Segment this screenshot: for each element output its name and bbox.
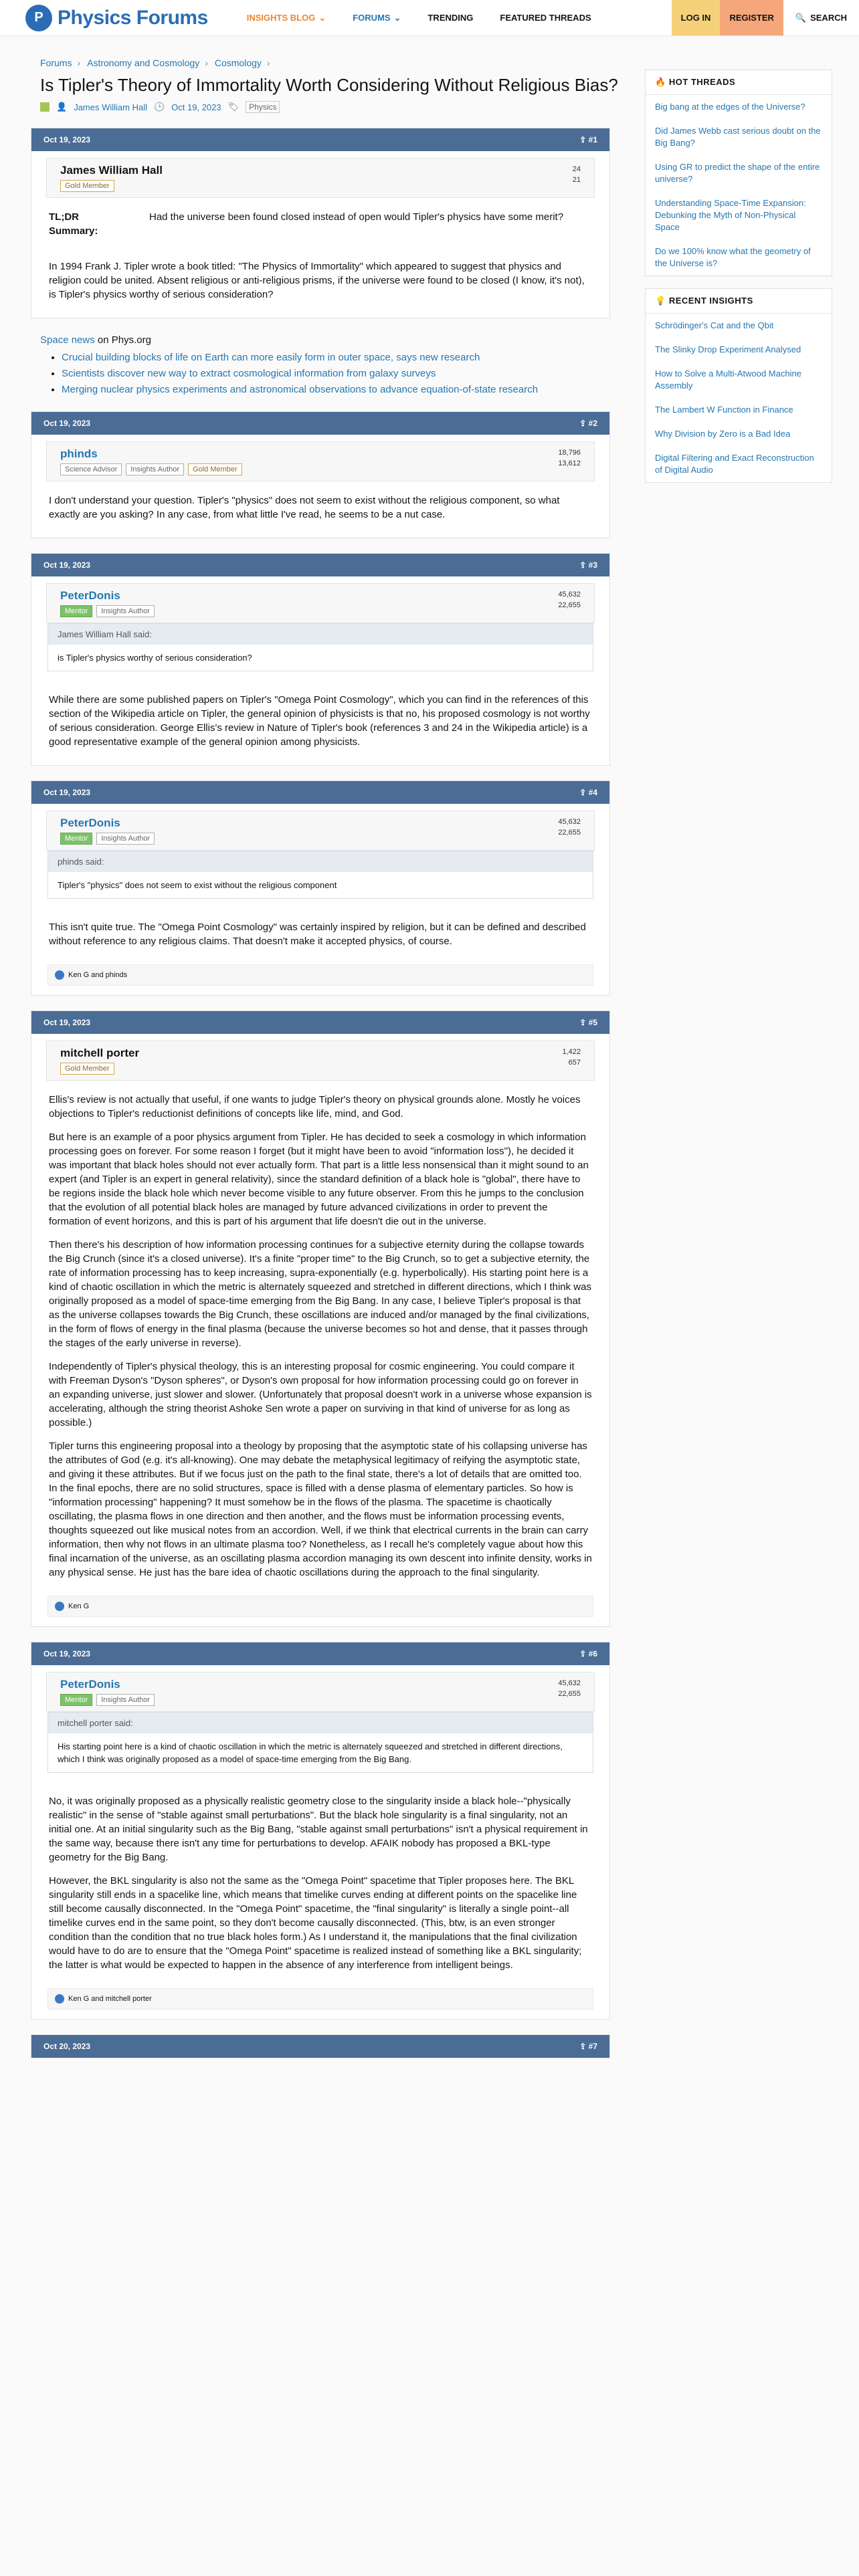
post — [31, 780, 610, 996]
space-news-list — [62, 351, 625, 397]
user-badges — [60, 605, 155, 617]
username[interactable]: PeterDonis — [60, 589, 120, 602]
post-user-block — [46, 811, 595, 851]
hot-thread-link[interactable]: Big bang at the edges of the Universe? — [655, 102, 805, 112]
username[interactable]: mitchell porter — [60, 1047, 140, 1059]
post-date[interactable]: Oct 19, 2023 — [43, 1649, 91, 1658]
sidebar — [645, 36, 832, 2058]
login-button[interactable]: LOG IN — [672, 0, 721, 35]
quote-text: Tipler's "physics" does not seem to exist without the religious component — [58, 880, 337, 890]
like-icon — [55, 1602, 64, 1611]
space-news-article-link[interactable]: Crucial building blocks of life on Earth can more easily form in outer space, says new research — [62, 352, 480, 363]
quote-text: His starting point here is a kind of chaotic oscillation in which the metric is alternately squeezed and stretched in different directions, which I think was originally proposed as a model of space-time emerging from the Big Bang. — [58, 1741, 563, 1764]
user-badge: Mentor — [60, 605, 92, 617]
nav-label: INSIGHTS BLOG — [246, 13, 316, 23]
space-news-article-link[interactable]: Merging nuclear physics experiments and astronomical observations to advance equation-of-state research — [62, 384, 539, 395]
main-content — [25, 36, 625, 2058]
avatar — [40, 102, 50, 112]
nav-label: FORUMS — [353, 13, 391, 23]
space-news-item — [62, 351, 625, 364]
post-date[interactable]: Oct 19, 2023 — [43, 560, 91, 570]
user-stats — [558, 589, 581, 617]
user-badge: Insights Author — [96, 605, 155, 617]
post-user-block — [46, 1041, 595, 1081]
breadcrumb-item[interactable] — [87, 58, 208, 68]
post-header-actions — [579, 1649, 597, 1658]
logo-icon: P — [25, 5, 52, 31]
post-number[interactable]: #6 — [588, 1649, 597, 1658]
share-icon[interactable]: ⇪ — [579, 1649, 589, 1658]
user-badge: Mentor — [60, 833, 92, 845]
user-badges — [60, 180, 163, 192]
post-paragraph: Independently of Tipler's physical theology, this is an interesting proposal for cosmic engineering. You could compare it with Freeman Dyson's "Dyson spheres", or Dyson's own proposal for how information processing could go on forever in an expanding universe, just slower and slower. (Unfortunately that proposal doesn't work in a universe whose expansion is accelerating, although the string theorist Ashoke Sen wrote a paper on surviving in that kind of universe for as long as possible.) — [49, 1361, 592, 1428]
message-count: 1,422 — [562, 1048, 581, 1056]
user-badge: Gold Member — [60, 180, 114, 192]
user-badge: Gold Member — [188, 463, 242, 475]
user-badges — [60, 833, 155, 845]
user-info — [60, 589, 155, 617]
post-paragraph: Tipler turns this engineering proposal into a theology by proposing that the asymptotic state of his collapsing universe has the attributes of God (e.g. it's all-knowing). One may debate the metaphysical legitimacy of reifying the asymptotic state, and giving it these attributes. But if we focus just on the path to the final state, there's a lot of details that are omitted too. In the final epochs, there are no solid structures, space is filled with a dense plasma of elementary particles. So how is "information processing" happening? It must somehow be in the flows of the plasma. The spacetime is chaotically oscillating, the plasma flows in one direction and then another, and the flows must be information processing events, thoughts squeezed out like musical notes from an accordion. Well, if we think that electrical currents in the brain can carry information, then why not flows in an ultimate plasma too? Nonetheless, as I recall he's completely vague about how this final incarnation of the universe, as an oscillating plasma accordion managing its own descent into infinite density, works in any physical sense. He just has the bare idea of chaotic oscillations during the approach to the final singularity. — [49, 1440, 592, 1578]
user-info — [60, 1047, 139, 1075]
post-paragraph: Ellis's review is not actually that useful, if one wants to judge Tipler's theory on physical grounds alone. Mostly he voices objections to Tipler's reductionist definitions of concepts like life, mind, and God. — [49, 1094, 581, 1119]
post-header — [31, 1642, 609, 1665]
user-badges — [60, 463, 242, 475]
user-stats — [562, 1047, 581, 1075]
post-body — [31, 481, 609, 538]
post-header — [31, 554, 609, 576]
breadcrumb-separator-icon: › — [266, 58, 270, 68]
message-count: 45,632 — [558, 818, 581, 826]
user-badge: Science Advisor — [60, 463, 122, 475]
space-news-link[interactable]: Space news — [40, 334, 95, 346]
breadcrumb — [25, 36, 625, 75]
message-count: 45,632 — [558, 1679, 581, 1687]
post-header-actions — [579, 560, 597, 570]
post-user-block — [46, 441, 595, 481]
post-body — [31, 247, 609, 318]
reaction-score: 22,655 — [558, 1690, 581, 1698]
post-header — [31, 1011, 609, 1034]
post-body — [31, 681, 609, 765]
thread-author-link[interactable]: James William Hall — [74, 102, 147, 112]
user-badge: Insights Author — [96, 833, 155, 845]
share-icon[interactable]: ⇪ — [579, 788, 589, 797]
hot-threads-title: 🔥 HOT THREADS — [646, 70, 832, 95]
breadcrumb-item[interactable] — [215, 58, 270, 68]
register-button[interactable]: REGISTER — [720, 0, 783, 35]
breadcrumb-separator-icon: › — [77, 58, 81, 68]
post-body — [31, 1081, 609, 1596]
tag-icon: 🏷 — [227, 102, 240, 112]
space-news-item — [62, 383, 625, 397]
space-news-title — [40, 334, 625, 346]
post-number[interactable]: #2 — [588, 419, 597, 428]
breadcrumb-separator-icon: › — [205, 58, 208, 68]
thread-meta — [25, 101, 625, 113]
reactions-users: Ken G and mitchell porter — [68, 1995, 152, 2003]
page-title: Is Tipler's Theory of Immortality Worth Considering Without Religious Bias? — [40, 75, 618, 95]
user-badge: Insights Author — [126, 463, 184, 475]
user-badge: Gold Member — [60, 1063, 114, 1075]
nav-item-1[interactable] — [339, 0, 414, 35]
user-info — [60, 164, 163, 192]
post-date[interactable]: Oct 19, 2023 — [43, 788, 91, 797]
username[interactable]: phinds — [60, 447, 98, 460]
user-stats — [573, 164, 581, 192]
user-stats — [558, 447, 581, 475]
user-icon: 👤 — [56, 102, 68, 112]
post-header — [31, 781, 609, 804]
insight-link[interactable]: How to Solve a Multi-Atwood Machine Assembly — [655, 368, 801, 391]
username[interactable]: PeterDonis — [60, 817, 120, 829]
breadcrumb-item[interactable] — [40, 58, 80, 68]
breadcrumb-label: Forums — [40, 58, 72, 68]
hot-thread-link[interactable]: Understanding Space-Time Expansion: Debunking the Myth of Non-Physical Space — [655, 198, 806, 232]
post-header-actions — [579, 2042, 597, 2051]
space-news-article-link[interactable]: Scientists discover new way to extract cosmological information from galaxy surveys — [62, 368, 436, 379]
post-paragraph: I don't understand your question. Tipler's "physics" does not seem to exist without the religious component, so what exactly are you asking? In any case, from what little I've read, he seems to be a nut case. — [49, 495, 560, 520]
insight-link[interactable]: The Slinky Drop Experiment Analysed — [655, 344, 801, 354]
recent-insights-title: 💡 RECENT INSIGHTS — [646, 289, 832, 314]
post-number[interactable]: #4 — [588, 788, 597, 797]
post-paragraph: This isn't quite true. The "Omega Point Cosmology" was certainly inspired by religion, but it can be defined and described without reference to any religious claims. That doesn't make it accepted physics, of course. — [49, 922, 586, 947]
search-button[interactable] — [783, 0, 859, 35]
reaction-score: 13,612 — [558, 459, 581, 467]
post-paragraph: However, the BKL singularity is also not the same as the "Omega Point" spacetime that Tipler proposes here. The BKL singularity still ends in a spacelike line, which means that timelike curves ending at different points on the spacelike line still become causally disconnected. In the "Omega Point" spacetime, the "final singularity" is literally a single point--all timelike curves end in the same point, so they don't become causally disconnected. (This, btw, is an even stronger condition than the condition that no true black holes form.) As I understand it, the manipulations that the final civilization would have to do are to ensure that the "Omega Point" spacetime is realized instead of something like a BKL singularity; the latter is what would be expected to happen in the absence of any interference from intelligent beings. — [49, 1875, 582, 1971]
post-number[interactable]: #7 — [588, 2042, 597, 2051]
top-navigation — [0, 0, 859, 36]
space-news-item — [62, 367, 625, 381]
post-header-actions — [579, 1018, 597, 1027]
user-stats — [558, 1678, 581, 1706]
nav-item-2[interactable] — [414, 0, 486, 35]
user-info — [60, 817, 155, 845]
nav-item-3[interactable] — [486, 0, 604, 35]
tldr-label: TL;DR Summary: — [49, 211, 98, 237]
reactions-users: Ken G — [68, 1602, 90, 1610]
tldr-summary — [31, 210, 609, 247]
tldr-text: Had the universe been found closed instead of open would Tipler's physics have some merit? — [149, 211, 564, 223]
post-body — [31, 1782, 609, 1988]
message-count: 45,632 — [558, 591, 581, 599]
post-header-actions — [579, 419, 597, 428]
reaction-score: 22,655 — [558, 601, 581, 609]
user-stats — [558, 817, 581, 845]
post-date[interactable]: Oct 19, 2023 — [43, 135, 91, 144]
reactions-bar[interactable] — [47, 1596, 593, 1617]
username[interactable]: James William Hall — [60, 164, 163, 177]
post-header — [31, 2035, 609, 2058]
share-icon[interactable]: ⇪ — [579, 2042, 589, 2051]
like-icon — [55, 1994, 64, 2004]
post — [31, 553, 610, 766]
post-date[interactable]: Oct 20, 2023 — [43, 2042, 91, 2051]
chevron-down-icon: ⌄ — [393, 12, 401, 23]
reaction-score: 657 — [568, 1059, 581, 1067]
user-badges — [60, 1063, 139, 1075]
main-nav — [233, 0, 605, 35]
message-count: 24 — [572, 165, 581, 173]
like-icon — [55, 970, 64, 980]
user-info — [60, 1678, 155, 1706]
chevron-down-icon: ⌄ — [318, 12, 326, 23]
post-paragraph: In 1994 Frank J. Tipler wrote a book titled: "The Physics of Immortality" which appeared to suggest that physics and religion could be united. Absent religious or anti-religious prisms, if the universe were found to be closed (I know, it's not), is Tipler's physics worthy of serious consideration? — [49, 261, 585, 300]
post-header-actions — [579, 135, 597, 144]
quote-author[interactable]: mitchell porter said: — [48, 1713, 593, 1733]
nav-label: FEATURED THREADS — [500, 13, 591, 23]
logo-text: Physics Forums — [58, 6, 208, 29]
nav-item-0[interactable] — [233, 0, 339, 35]
username[interactable]: PeterDonis — [60, 1678, 120, 1691]
quote-block — [47, 1712, 593, 1773]
post — [31, 411, 610, 538]
post — [31, 2034, 610, 2058]
clock-icon: 🕒 — [153, 102, 165, 112]
post-paragraph: But here is an example of a poor physics argument from Tipler. He has decided to seek a cosmology in which information processing goes on forever. For some reason I forget (but it might have been to avoid "information loss"), he decided it was important that black holes should not ever actually form. That part is a little less nonsensical than it might sound to an expert (and Tipler is an expert in general relativity), since the standard definition of a black hole is "global", there have to be regions inside the black hole which never become visible to any future observer. From this he jumps to the conclusion that the evolution of all potential black holes are managed by future advanced civilizations in order to prevent the formation of event horizons, and this is part of his argument that life doesn't die out in the universe. — [49, 1132, 589, 1227]
share-icon[interactable]: ⇪ — [579, 419, 589, 428]
space-news — [40, 334, 625, 397]
post-body — [31, 908, 609, 964]
post-user-block — [46, 158, 595, 198]
post — [31, 1642, 610, 2020]
breadcrumb-label: Cosmology — [214, 58, 262, 68]
quote-text: is Tipler's physics worthy of serious consideration? — [58, 653, 252, 663]
message-count: 18,796 — [558, 449, 581, 457]
post-header — [31, 128, 609, 151]
insight-link[interactable]: The Lambert W Function in Finance — [655, 405, 793, 415]
insight-link[interactable]: Digital Filtering and Exact Reconstruction of Digital Audio — [655, 453, 814, 475]
thread-tag[interactable]: Physics — [246, 101, 280, 113]
hot-threads-box — [645, 70, 832, 276]
post-date[interactable]: Oct 19, 2023 — [43, 419, 91, 428]
user-badges — [60, 1694, 155, 1706]
reactions-bar[interactable] — [47, 1988, 593, 2010]
post-user-block — [46, 1672, 595, 1712]
user-info — [60, 447, 242, 475]
quote-block — [47, 851, 593, 899]
post-header-actions — [579, 788, 597, 797]
reaction-score: 22,655 — [558, 829, 581, 837]
share-icon[interactable]: ⇪ — [579, 1018, 589, 1027]
share-icon[interactable]: ⇪ — [579, 135, 589, 144]
reactions-bar[interactable] — [47, 964, 593, 986]
recent-insights-box — [645, 288, 832, 483]
share-icon[interactable]: ⇪ — [579, 560, 589, 570]
post-date[interactable]: Oct 19, 2023 — [43, 1018, 91, 1027]
thread-date-link[interactable]: Oct 19, 2023 — [171, 102, 221, 112]
post-paragraph: No, it was originally proposed as a physically realistic geometry close to the singularity inside a black hole--"physically realistic" in the sense of "stable against small perturbations". But the black hole singularity is a final singularity, not an initial one. At an initial singularity such as the Big Bang, "stable against small perturbations" isn't a physical requirement in the same way, because there isn't any time for perturbations to develop. AFAIK nobody has proposed a BKL-type geometry for the Big Bang. — [49, 1796, 588, 1863]
space-news-source: on Phys.org — [97, 334, 151, 346]
user-badge: Mentor — [60, 1694, 92, 1706]
post-paragraph: Then there's his description of how information processing continues for a subjective eternity during the collapse towards the Big Crunch (since it's a closed universe). It's a finite "proper time" to the Big Crunch, so to get a subjective eternity, the rate of information processing has to keep increasing, supra-exponentially (e.g. hyperbolically). His starting point here is a kind of chaotic oscillation in which the metric is alternately squeezed and stretched in different directions, which I think was originally proposed as a model of space-time emerging from the Big Bang. In any case, I believe Tipler's proposal is that as the universe collapses towards the Big Crunch, these oscillations are induced and/or managed by the final civilizations, in the form of flows of energy in the final plasma (because the universe becomes so hot and dense, that it passes through the stages of the early universe in reverse). — [49, 1239, 591, 1349]
insight-link[interactable]: Schrödinger's Cat and the Qbit — [655, 320, 774, 330]
post — [31, 128, 610, 318]
quote-author[interactable]: phinds said: — [48, 851, 593, 872]
insight-link[interactable]: Why Division by Zero is a Bad Idea — [655, 429, 791, 439]
post-number[interactable]: #1 — [588, 135, 597, 144]
reactions-users: Ken G and phinds — [68, 971, 128, 979]
post-user-block — [46, 583, 595, 623]
reaction-score: 21 — [572, 176, 581, 184]
search-icon: 🔍 — [795, 12, 807, 23]
hot-thread-link[interactable]: Using GR to predict the shape of the entire universe? — [655, 162, 820, 184]
hot-thread-link[interactable]: Do we 100% know what the geometry of the Universe is? — [655, 246, 811, 268]
search-label: SEARCH — [810, 13, 847, 23]
nav-label: TRENDING — [427, 13, 474, 23]
post-paragraph: While there are some published papers on Tipler's "Omega Point Cosmology", which you can find in the references of this section of the Wikipedia article on Tipler, the general opinion of physicists is that no, his proposed cosmology is not worthy of serious consideration. George Ellis's review in Nature of Tipler's book (references 3 and 24 in the Wikipedia article) is a good representative example of the general opinion among physicists. — [49, 694, 590, 748]
post — [31, 1010, 610, 1627]
breadcrumb-label: Astronomy and Cosmology — [87, 58, 200, 68]
site-logo[interactable] — [25, 5, 208, 31]
quote-block — [47, 623, 593, 671]
post-number[interactable]: #3 — [588, 560, 597, 570]
quote-author[interactable]: James William Hall said: — [48, 624, 593, 645]
post-header — [31, 412, 609, 435]
hot-thread-link[interactable]: Did James Webb cast serious doubt on the Big Bang? — [655, 126, 821, 148]
post-number[interactable]: #5 — [588, 1018, 597, 1027]
user-badge: Insights Author — [96, 1694, 155, 1706]
